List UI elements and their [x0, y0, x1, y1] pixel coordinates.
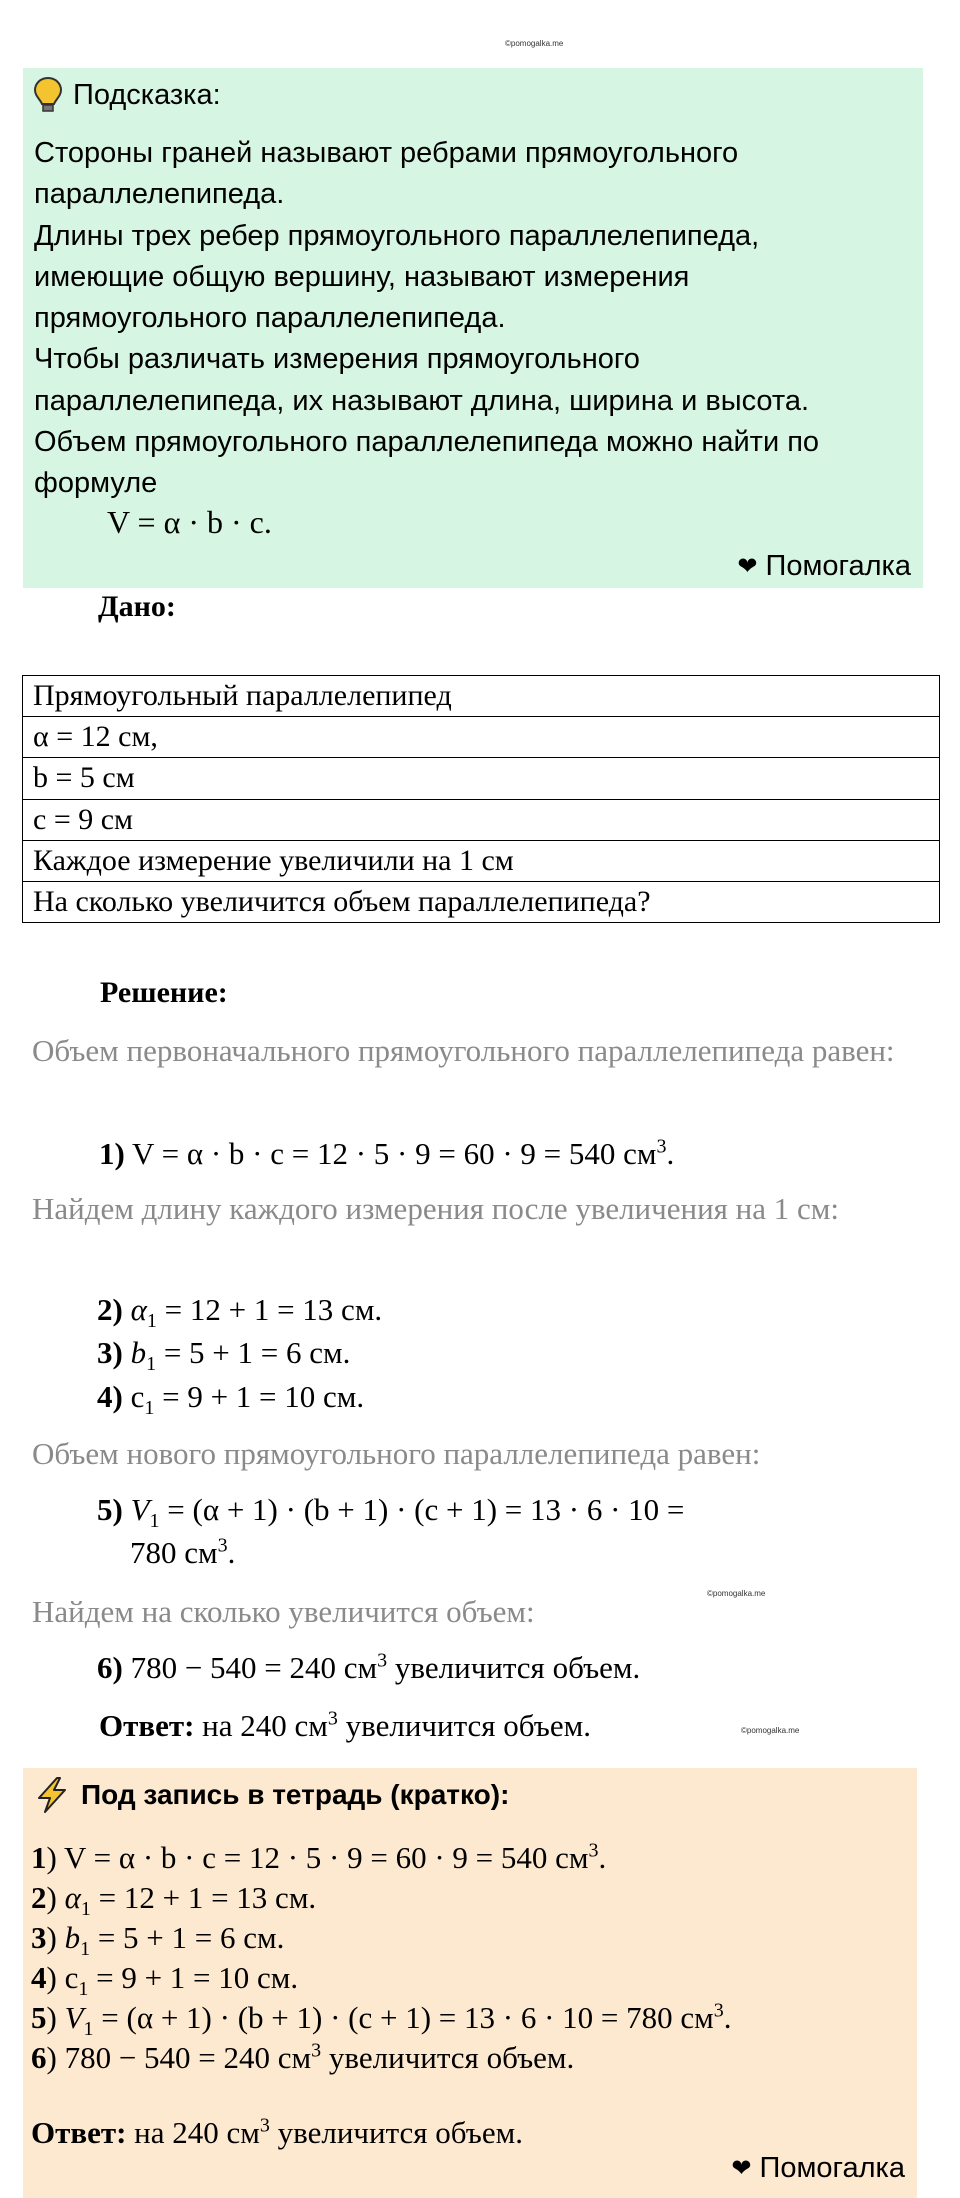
step-number: 3): [97, 1335, 123, 1370]
step-formula: = 9 + 1 = 10 см.: [162, 1379, 365, 1414]
answer-text: на 240 см: [202, 1708, 328, 1743]
table-row: [23, 717, 940, 758]
lightning-icon: [33, 1776, 71, 1814]
step-number: 4): [97, 1379, 123, 1414]
hint-header: [33, 76, 221, 114]
line-formula: = (α + 1) · (b + 1) · (c + 1) = 13 · 6 · 10 = 780 см: [101, 2000, 714, 2035]
watermark: ©pomogalka.me: [741, 1726, 800, 1735]
table-cell: b = 5 см: [23, 758, 940, 799]
solution-text: Найдем длину каждого измерения после увеличения на 1 см:: [32, 1191, 840, 1226]
given-title: Дано:: [98, 590, 176, 623]
step-number: 5): [97, 1492, 123, 1527]
notebook-header: [33, 1776, 509, 1814]
line-formula: = 9 + 1 = 10 см.: [96, 1960, 299, 1995]
step-formula: = (α + 1) · (b + 1) · (c + 1) = 13 · 6 · 10 =: [167, 1492, 685, 1527]
solution-step-5-cont: 780 $см^3$.: [130, 1534, 236, 1570]
hint-line: имеющие общую вершину, называют измерения: [34, 260, 690, 293]
table-cell: Прямоугольный параллелепипед: [23, 676, 940, 717]
notebook-answer: Ответ: на 240 $см^3$ увеличится объем.: [31, 2114, 523, 2150]
solution-step-5: 5) $V_1 = (\alpha + 1) \cdot (b + 1) \cdot (c + 1) = 13 \cdot 6 \cdot 10$ =: [97, 1492, 685, 1533]
step-formula: 780 см: [130, 1535, 218, 1570]
hint-line: Стороны граней называют ребрами прямоугольного: [34, 137, 739, 169]
heart-icon: ❤: [737, 553, 758, 580]
line-formula: 780 − 540 = 240 см: [64, 2040, 312, 2075]
step-tail: увеличится объем.: [394, 1650, 641, 1685]
notebook-title: Под запись в тетрадь (кратко):: [81, 1779, 510, 1810]
hint-line: Чтобы различать измерения прямоугольного: [34, 343, 640, 376]
hint-line: Длины трех ребер прямоугольного параллелепипеда,: [34, 219, 760, 252]
solution-text: Найдем на сколько увеличится объем:: [32, 1594, 535, 1629]
table-row: [23, 676, 940, 717]
notebook-line-5: 5) $V_1 = (\alpha + 1) \cdot (b + 1) \cdot (c + 1) = 13 \cdot 6 \cdot 10 = 780$ $см^3$.: [31, 1999, 732, 2041]
brand: [731, 2152, 905, 2185]
brand-label: Помогалка: [765, 550, 911, 582]
hint-line: формуле: [34, 467, 158, 500]
hint-text: [34, 133, 914, 505]
notebook-line-6: 6) 780 − 540 = 240 $см^3$ увеличится объем.: [31, 2039, 575, 2075]
notebook-box: [23, 1768, 917, 2198]
table-row: [23, 881, 940, 922]
step-formula: 780 − 540 = 240 см: [130, 1650, 378, 1685]
table-cell: α = 12 см,: [23, 717, 940, 758]
step-number: 6): [97, 1650, 123, 1685]
watermark: ©pomogalka.me: [707, 1589, 766, 1598]
given-table: [22, 675, 940, 923]
line-tail: увеличится объем.: [328, 2040, 575, 2075]
solution-title: Решение:: [100, 976, 228, 1009]
step-formula: V = α · b · c = 12 · 5 · 9 = 60 · 9 = 540 см: [132, 1136, 657, 1171]
hint-line: параллелепипеда, их называют длина, ширина и высота.: [34, 384, 810, 417]
line-formula: = 5 + 1 = 6 см.: [97, 1920, 285, 1955]
hint-line: прямоугольного параллелепипеда.: [34, 302, 506, 335]
notebook-line-2: 2) $\alpha_1 = 12 + 1 = 13$ см.: [31, 1880, 317, 1921]
hint-line: Объем прямоугольного параллелепипеда можно найти по: [34, 426, 820, 459]
table-cell: c = 9 см: [23, 799, 940, 840]
lightbulb-icon: [33, 76, 63, 114]
solution-text: Объем первоначального прямоугольного параллелепипеда равен:: [32, 1033, 895, 1068]
hint-title: Подсказка:: [73, 78, 221, 111]
notebook-line-4: 4) $c_1 = 9 + 1 = 10$ см.: [31, 1960, 299, 2001]
solution-step-6: 6) 780 − 540 = 240 $см^3$ увеличится объем.: [97, 1649, 641, 1685]
table-row: [23, 799, 940, 840]
hint-line: параллелепипеда.: [34, 178, 285, 211]
table-row: [23, 758, 940, 799]
hint-box: [23, 68, 923, 588]
answer-tail: увеличится объем.: [277, 2115, 523, 2150]
answer-text: на 240 см: [134, 2115, 260, 2150]
solution-answer: Ответ: на 240 $см^3$ увеличится объем.: [99, 1707, 591, 1743]
answer-tail: увеличится объем.: [345, 1708, 591, 1743]
step-formula: = 5 + 1 = 6 см.: [163, 1335, 351, 1370]
answer-label: Ответ:: [99, 1708, 195, 1743]
solution-step-3: 3) $b_1 = 5 + 1 = 6$ см.: [97, 1335, 351, 1376]
step-number: 1): [99, 1136, 125, 1171]
notebook-line-3: 3) $b_1 = 5 + 1 = 6$ см.: [31, 1920, 285, 1961]
solution-text: Объем нового прямоугольного параллелепипеда равен:: [32, 1436, 761, 1471]
solution-step-2: 2) $\alpha_1 = 12 + 1 = 13$ см.: [97, 1292, 383, 1333]
brand: [737, 550, 911, 583]
notebook-line-1: 1) V = α · b · c = 12 · 5 · 9 = 60 · 9 = 540 $см^3$.: [31, 1839, 607, 1875]
step-number: 2): [97, 1292, 123, 1327]
solution-step-4: 4) $c_1 = 9 + 1 = 10$ см.: [97, 1379, 365, 1420]
table-cell: Каждое измерение увеличили на 1 см: [23, 840, 940, 881]
brand-label: Помогалка: [759, 2152, 905, 2184]
volume-formula: V = α · b · c.: [107, 504, 272, 540]
table-row: [23, 840, 940, 881]
table-cell: На сколько увеличится объем параллелепипеда?: [23, 881, 940, 922]
step-formula: = 12 + 1 = 13 см.: [164, 1292, 383, 1327]
watermark: ©pomogalka.me: [505, 39, 564, 48]
answer-label: Ответ:: [31, 2115, 127, 2150]
line-formula: V = α · b · c = 12 · 5 · 9 = 60 · 9 = 540 см: [64, 1840, 589, 1875]
heart-icon: ❤: [731, 2155, 752, 2182]
solution-step-1: 1) V = α · b · c = 12 · 5 · 9 = 60 · 9 = 540 $см^3$.: [99, 1135, 675, 1171]
line-formula: = 12 + 1 = 13 см.: [98, 1880, 317, 1915]
